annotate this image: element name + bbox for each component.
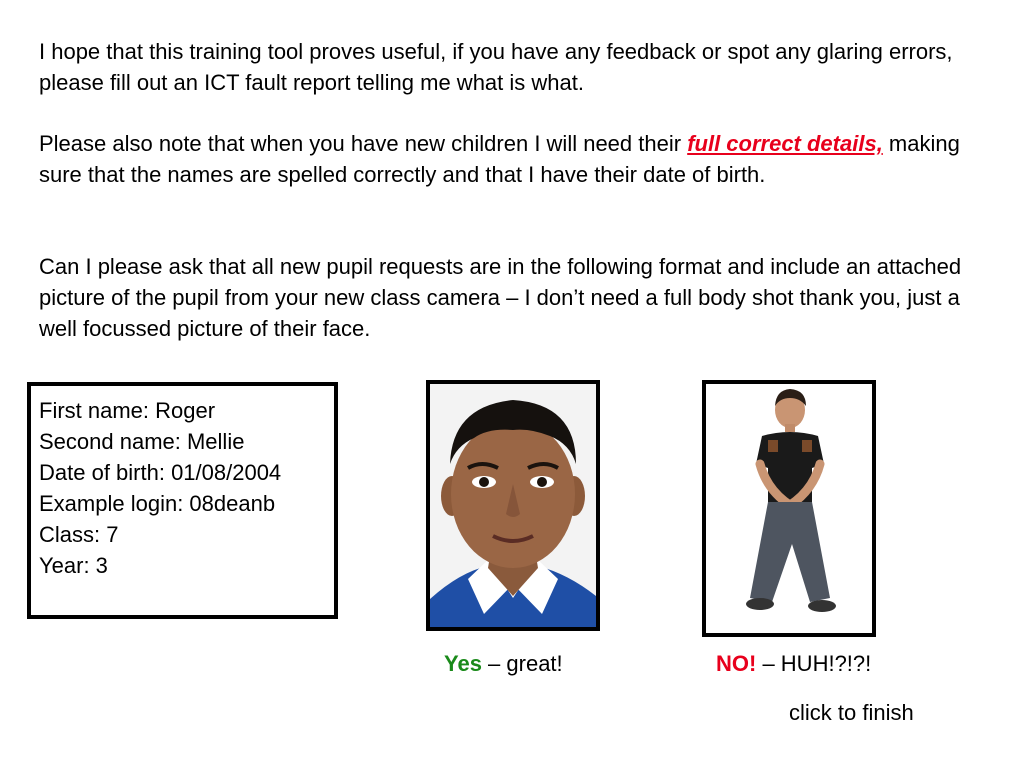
full-body-image <box>706 384 872 633</box>
yes-caption <box>444 651 563 677</box>
detail-class: Class: 7 <box>39 522 119 547</box>
detail-example-login: Example login: 08deanb <box>39 491 276 516</box>
no-comment: – HUH!?!?! <box>756 651 872 676</box>
detail-second-name: Second name: Mellie <box>39 429 245 454</box>
intro-paragraph-details <box>39 128 989 190</box>
details-emphasis: full correct details, <box>687 131 883 156</box>
yes-comment: – great! <box>481 651 563 676</box>
no-label: NO! <box>716 651 757 676</box>
detail-date-of-birth: Date of birth: 01/08/2004 <box>39 460 282 485</box>
intro-paragraph-feedback: I hope that this training tool proves useful, if you have any feedback or spot any glaring errors, please fill out an ICT fault report telling me what is what. <box>39 39 953 95</box>
click-to-finish-link[interactable]: click to finish <box>789 700 914 725</box>
example-pupil-details-box <box>27 382 338 619</box>
yes-label: Yes <box>444 651 482 676</box>
example-details-list <box>39 395 281 581</box>
intro-paragraph-format: Can I please ask that all new pupil requests are in the following format and include an attached picture of the pupil from your new class camera – I don’t need a full body shot thank you, just a well focussed picture of their face. <box>39 254 962 341</box>
detail-year: Year: 3 <box>39 553 108 578</box>
detail-first-name: First name: Roger <box>39 398 216 423</box>
good-face-photo <box>426 380 600 631</box>
bad-full-body-photo <box>702 380 876 637</box>
no-caption <box>716 651 871 677</box>
details-text-after: making sure that the names are spelled correctly and that I have their date of birth. <box>39 131 960 187</box>
face-portrait-image <box>430 384 596 627</box>
details-text-before: Please also note that when you have new children I will need their <box>39 131 688 156</box>
